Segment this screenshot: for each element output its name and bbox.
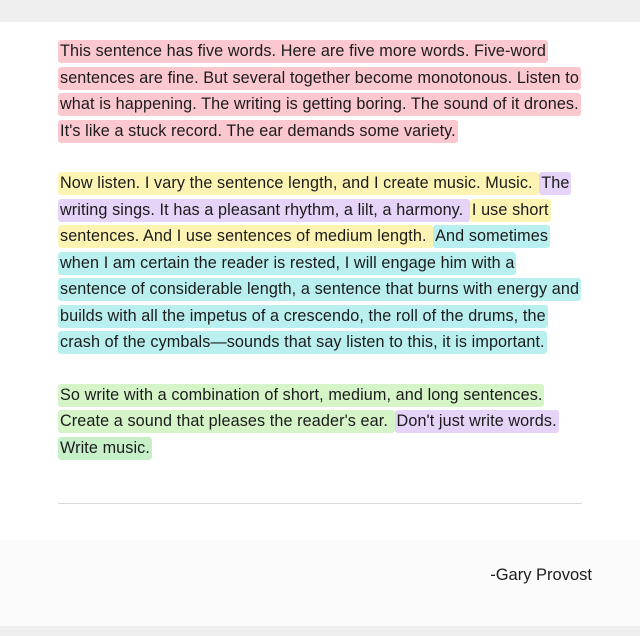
attribution-text: -Gary Provost [490, 566, 592, 584]
page-bottom-margin [0, 626, 640, 636]
highlight-span: And sometimes when I am certain the reader is rested, I will engage him with a sentence of considerable length, a sentence that burns with energy and builds with all the impetus of a crescendo, the roll of the drums, the crash of the cymbals—sounds that say listen to this, it is important. [58, 225, 581, 354]
document-body [0, 22, 640, 540]
paragraph-three [58, 382, 582, 462]
highlight-span: Now listen. I vary the sentence length, and I create music. Music. [58, 172, 539, 195]
highlight-span: Don't just write words. [395, 410, 559, 433]
paragraph-one [58, 38, 582, 144]
page-top-margin [0, 0, 640, 22]
footer-divider [58, 503, 582, 504]
highlight-span: So write with a combination of short, medium, and long sentences. Create a sound that pleases the reader's ear. [58, 384, 544, 434]
paragraph-two [58, 170, 582, 356]
highlight-span: Write music. [58, 437, 152, 460]
highlight-span: This sentence has five words. Here are five more words. Five-word sentences are fine. But several together become monotonous. Listen to what is happening. The writing is getting boring. The sound of it drones. It's like a stuck record. The ear demands some variety. [58, 40, 581, 143]
document-footer [0, 540, 640, 626]
highlight-span: The writing sings. It has a pleasant rhythm, a lilt, a harmony. [58, 172, 571, 222]
highlight-span: I use short sentences. And I use sentences of medium length. [58, 199, 551, 249]
